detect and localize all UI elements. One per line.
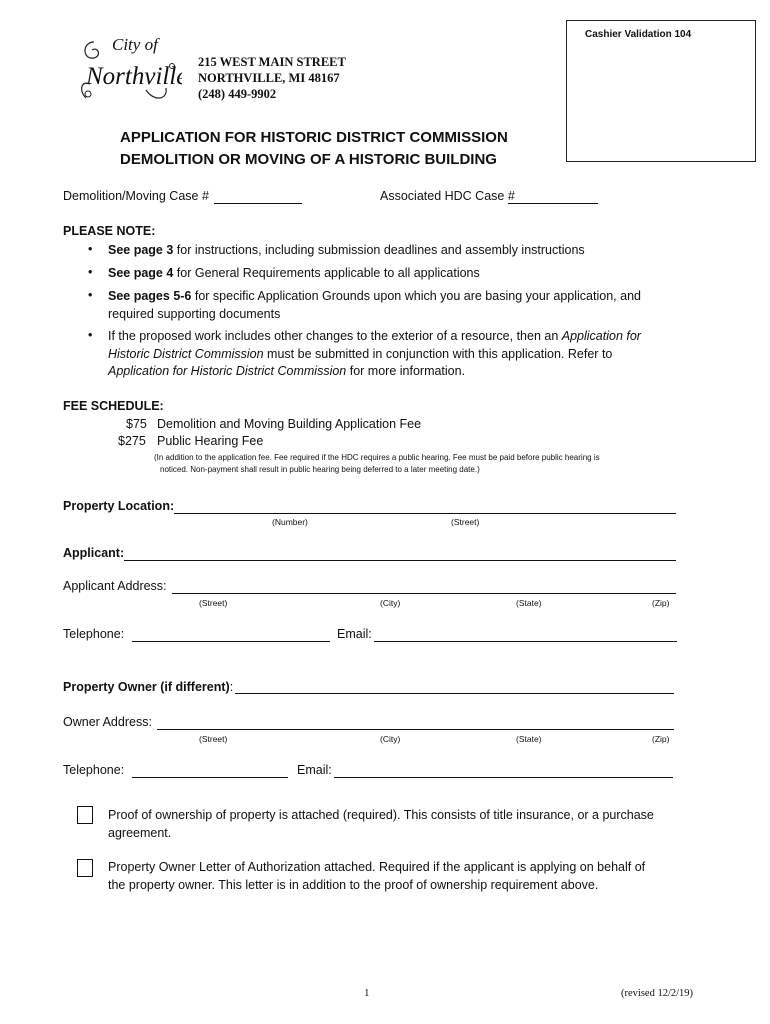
owner-zip-caption: (Zip) <box>652 734 670 744</box>
property-owner-field[interactable] <box>235 693 674 694</box>
fee-note: (In addition to the application fee. Fee required if the HDC requires a public hearing. Fee must be paid before public hearing is noticed. Non-payment shall result in public hearing being deferred to a later meeting date.) <box>154 453 600 474</box>
telephone-label: Telephone: <box>63 627 125 641</box>
note-item-4: If the proposed work includes other changes to the exterior of a resource, then an Application for Historic District Commission must be submitted in conjunction with this application. Refer to Application for Historic District Commission for more information. <box>108 329 641 378</box>
owner-address-label: Owner Address: <box>63 715 152 729</box>
property-location-field[interactable] <box>174 513 676 514</box>
address-street-caption: (Street) <box>199 598 228 608</box>
owner-email-field[interactable] <box>334 777 673 778</box>
bullet-icon: • <box>88 242 93 256</box>
note-item-3: See pages 5-6 for specific Application Grounds upon which you are basing your application, and required supporting documents <box>108 289 641 321</box>
applicant-address-field[interactable] <box>172 593 676 594</box>
svg-text:Northville: Northville <box>86 63 182 90</box>
property-owner-label: Property Owner (if different): <box>63 680 234 694</box>
note-item-2: See page 4 for General Requirements applicable to all applications <box>108 266 480 280</box>
owner-address-field[interactable] <box>157 729 674 730</box>
applicant-field[interactable] <box>124 560 676 561</box>
number-caption: (Number) <box>272 517 308 527</box>
city-address: 215 WEST MAIN STREET NORTHVILLE, MI 48167 (248) 449-9902 <box>198 55 346 101</box>
fee-schedule-heading: FEE SCHEDULE: <box>63 399 164 413</box>
applicant-address-label: Applicant Address: <box>63 579 167 593</box>
fee2-amount: $275 <box>118 434 146 448</box>
cashier-label: Cashier Validation 104 <box>585 29 692 40</box>
bullet-icon: • <box>88 265 93 279</box>
owner-street-caption: (Street) <box>199 734 228 744</box>
owner-state-caption: (State) <box>516 734 542 744</box>
proof-of-ownership-checkbox[interactable] <box>77 806 93 824</box>
page-title: APPLICATION FOR HISTORIC DISTRICT COMMISSION DEMOLITION OR MOVING OF A HISTORIC BUILDING <box>120 129 508 168</box>
cashier-validation-box <box>566 20 756 162</box>
street-caption: (Street) <box>451 517 480 527</box>
email-field[interactable] <box>374 641 677 642</box>
page-number: 1 <box>364 987 370 999</box>
email-label: Email: <box>337 627 372 641</box>
owner-email-label: Email: <box>297 763 332 777</box>
svg-text:City of: City of <box>112 35 158 54</box>
property-location-label: Property Location: <box>63 499 175 513</box>
address-zip-caption: (Zip) <box>652 598 670 608</box>
revised-date: (revised 12/2/19) <box>621 988 694 999</box>
please-note-heading: PLEASE NOTE: <box>63 224 156 238</box>
proof-of-ownership-text: Proof of ownership of property is attached (required). This consists of title insurance, or a purchase agreement. <box>108 808 654 840</box>
owner-authorization-checkbox[interactable] <box>77 859 93 877</box>
fee1-label: Demolition and Moving Building Application Fee <box>157 417 422 431</box>
address-city-caption: (City) <box>380 598 401 608</box>
hdc-case-field[interactable] <box>508 203 598 204</box>
note-item-1: See page 3 for instructions, including submission deadlines and assembly instructions <box>108 243 585 257</box>
hdc-case-label: Associated HDC Case # <box>380 189 515 203</box>
owner-authorization-text: Property Owner Letter of Authorization attached. Required if the applicant is applying on behalf of the property owner. This letter is in addition to the proof of ownership requirement above. <box>108 860 646 892</box>
telephone-field[interactable] <box>132 641 330 642</box>
owner-telephone-label: Telephone: <box>63 763 125 777</box>
demolition-case-label: Demolition/Moving Case # <box>63 189 209 203</box>
demolition-case-field[interactable] <box>214 203 302 204</box>
applicant-label: Applicant: <box>63 546 125 560</box>
bullet-icon: • <box>88 288 93 302</box>
bullet-icon: • <box>88 328 93 342</box>
address-state-caption: (State) <box>516 598 542 608</box>
fee1-amount: $75 <box>126 417 147 431</box>
city-logo <box>76 28 182 110</box>
owner-city-caption: (City) <box>380 734 401 744</box>
fee2-label: Public Hearing Fee <box>157 434 264 448</box>
owner-telephone-field[interactable] <box>132 777 288 778</box>
